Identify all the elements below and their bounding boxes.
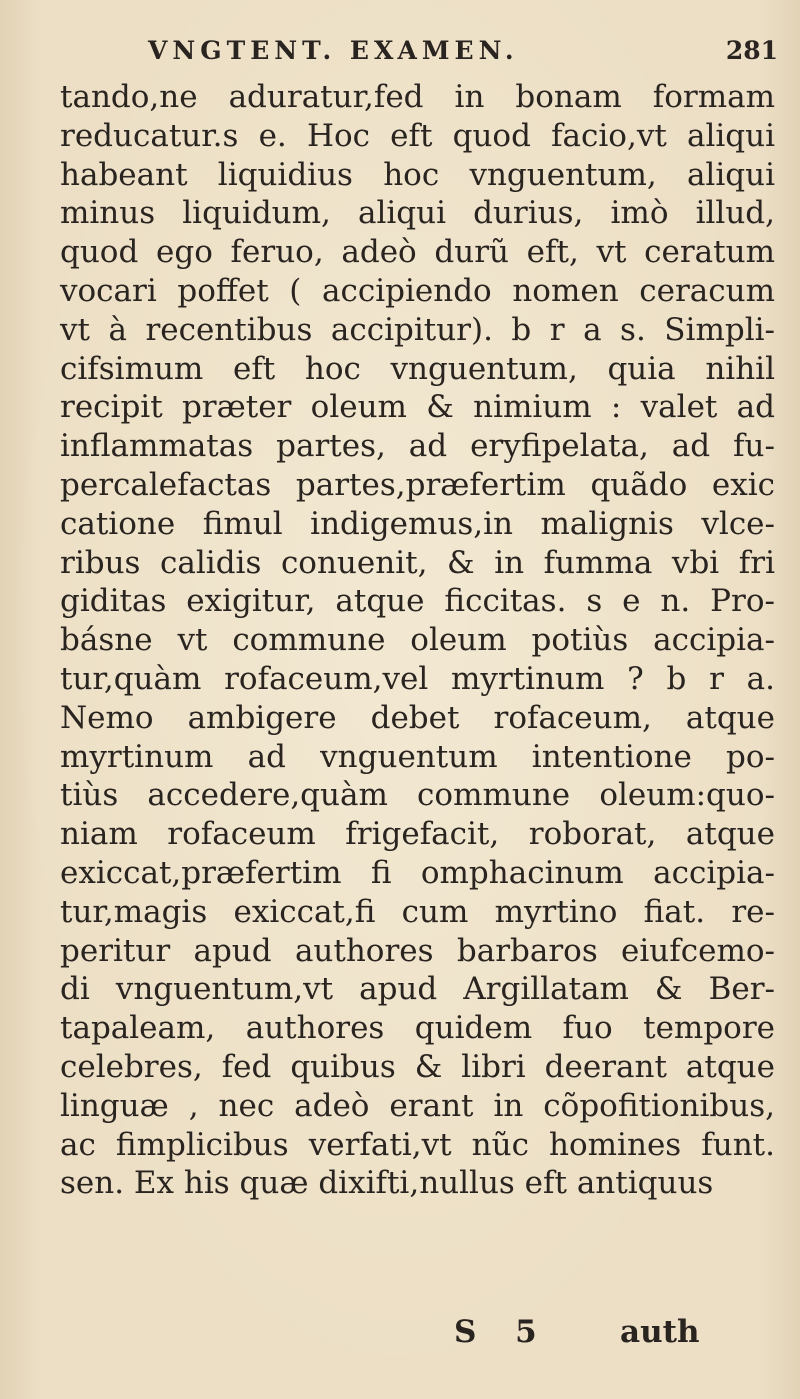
text-line: inflammatas partes, ad eryfipelata, ad fu- xyxy=(60,428,775,465)
text-line: celebres, fed quibus & libri deerant atque xyxy=(60,1048,775,1085)
text-line: linguæ , nec adeò erant in cõpofitionibus, xyxy=(60,1087,775,1124)
text-line: ac fimplicibus verfati,vt nũc homines funt. xyxy=(60,1126,775,1163)
text-line: recipit præter oleum & nimium : valet ad xyxy=(60,389,775,426)
text-line: tiùs accedere,quàm commune oleum:quo- xyxy=(60,777,775,814)
page-number: 281 xyxy=(725,36,778,65)
text-line: Nemo ambigere debet rofaceum, atque xyxy=(60,699,775,736)
text-line: quod ego feruo, adeò durũ eft, vt ceratum xyxy=(60,234,775,271)
text-line: vocari poffet ( accipiendo nomen ceracum xyxy=(60,272,775,309)
text-line: sen. Ex his quæ dixifti,nullus eft antiquus xyxy=(60,1165,714,1202)
text-line: niam rofaceum frigefacit, roborat, atque xyxy=(60,816,775,853)
text-line: vt à recentibus accipitur). b r a s. Simpli- xyxy=(60,311,775,348)
text-line: cifsimum eft hoc vnguentum, quia nihil xyxy=(60,350,775,387)
text-line: reducatur.s e. Hoc eft quod facio,vt aliqui xyxy=(60,117,775,154)
body-text xyxy=(60,78,780,1203)
text-line: minus liquidum, aliqui durius, imò illud, xyxy=(60,195,775,232)
page-header xyxy=(148,36,788,66)
text-line: giditas exigitur, atque ficcitas. s e n. Pro- xyxy=(60,583,775,620)
text-line: ribus calidis conuenit, & in fumma vbi fri xyxy=(60,544,775,581)
text-line: tapaleam, authores quidem fuo tempore xyxy=(60,1010,775,1047)
text-line: tur,magis exiccat,fi cum myrtino fiat. re- xyxy=(60,893,775,930)
page-footer xyxy=(0,1314,800,1354)
text-line: habeant liquidius hoc vnguentum, aliqui xyxy=(60,156,775,193)
text-line: myrtinum ad vnguentum intentione po- xyxy=(60,738,775,775)
text-line: tur,quàm rofaceum,vel myrtinum ? b r a. xyxy=(60,660,775,697)
catchword: auth xyxy=(620,1314,700,1350)
text-line: catione fimul indigemus,in malignis vlce- xyxy=(60,505,775,542)
running-head: VNGTENT. EXAMEN. xyxy=(148,36,519,65)
signature-mark: S 5 xyxy=(454,1314,551,1350)
text-line: peritur apud authores barbaros eiufcemo- xyxy=(60,932,775,969)
text-line: tando,ne aduratur,fed in bonam formam xyxy=(60,79,775,115)
text-line: exiccat,præfertim fi omphacinum accipia- xyxy=(60,854,775,891)
text-line: percalefactas partes,præfertim quãdo exic xyxy=(60,466,775,503)
text-line: básne vt commune oleum potiùs accipia- xyxy=(60,622,775,659)
text-line: di vnguentum,vt apud Argillatam & Ber- xyxy=(60,971,775,1008)
